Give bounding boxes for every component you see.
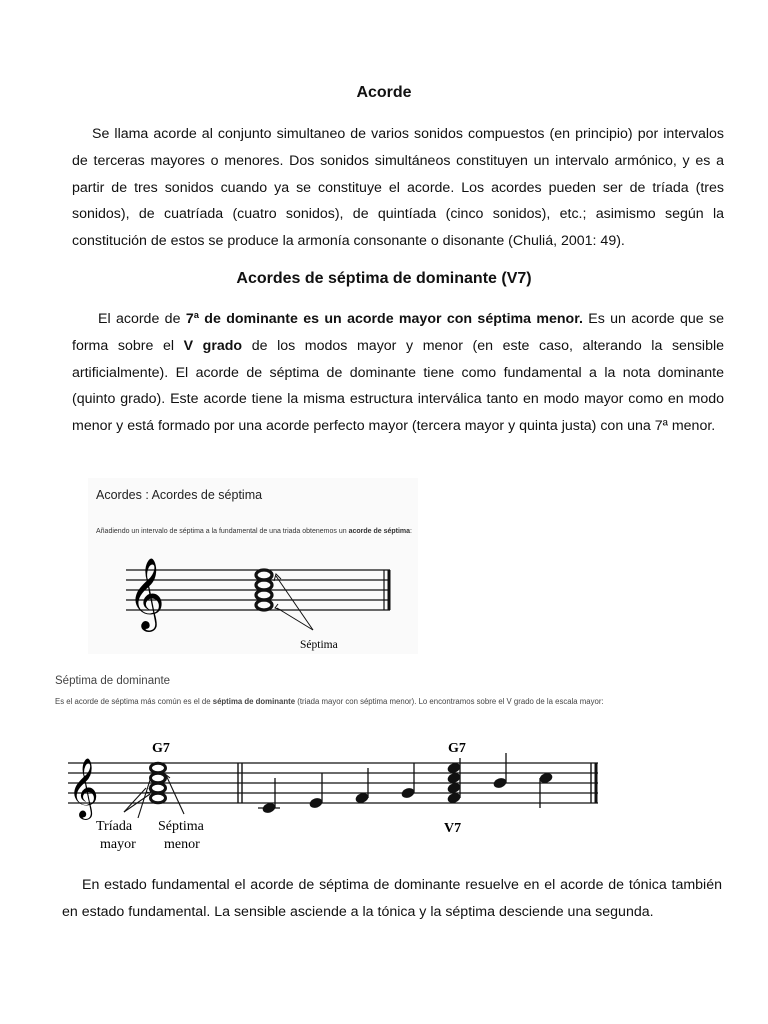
figure2-desc-a: Es el acorde de séptima más común es el de [55,697,213,706]
section-title-v7: Acordes de séptima de dominante (V7) [236,270,532,287]
chord-symbol-2: G7 [448,741,466,756]
treble-clef-icon: 𝄞 [128,560,165,628]
figure2-description [55,696,715,709]
figure1-title: Acordes : Acordes de séptima [96,488,263,502]
chord-symbol-1: G7 [152,741,170,756]
v7-text-c: Es un acorde que se forma sobre el [72,311,724,354]
seventh-chord-notes [256,570,272,610]
section-title-acorde: Acorde [356,84,412,101]
staff2-lines [68,763,598,803]
chord-notes-2 [446,758,461,805]
figure1-desc-bold: acorde de séptima [348,528,411,535]
figure2-title: Séptima de dominante [55,675,171,687]
v7-paragraph [72,306,724,440]
treble-clef-icon-2: 𝄞 [68,760,99,817]
figure1-label: Séptima [300,639,338,651]
v7-text-e: de los modos mayor y menor (en este caso, alterando la sensible artificialmente). El acorde de séptima de dominante tiene como fundamental a la nota dominante (quinto grado). Este acorde tiene la misma estructura interválica tanto en modo mayor como en modo menor y está formado por una acorde perfecto mayor (tercera mayor y quinta justa) con una 7ª menor. [72,337,725,435]
v7-text-a: El acorde de [98,311,186,327]
figure1-desc-a: Añadiendo un intervalo de séptima a la fundamental de una triada obtenemos un [96,528,349,535]
v7-text-bold-2: V grado [183,337,243,354]
closing-paragraph-text: En estado fundamental el acorde de séptima de dominante resuelve en el acorde de tónica también en estado fundamental. La sensible asciende a la tónica y la séptima desciende una segunda. [62,877,722,920]
closing-paragraph [62,872,722,926]
chord-notes-1 [151,763,166,803]
arrow-icon [274,574,313,630]
figure-dominant-seventh [58,730,618,860]
acorde-paragraph [72,121,724,255]
figure1-desc-c: : [410,528,412,535]
figure2-desc-c: (triada mayor con séptima menor). Lo encontramos sobre el V grado de la escala mayor: [295,697,604,706]
figure2-staff [58,730,618,860]
label-seventh-2: menor [164,837,200,852]
figure2-desc-bold: séptima de dominante [212,697,296,706]
roman-numeral: V7 [444,821,462,836]
acorde-paragraph-text: Se llama acorde al conjunto simultaneo de varios sonidos compuestos (en principio) por intervalos de terceras mayores o menores. Dos sonidos simultáneos constituyen un intervalo armónico, y es a partir de tres sonidos cuando ya se constituye el acorde. Los acordes pueden ser de tríada (tres sonidos), de cuatríada (cuatro sonidos), de quintíada (cinco sonidos), etc.; asimismo según la constitución de estos se produce la armonía consonante o disonante (Chuliá, 2001: 49). [72,126,724,250]
label-triad-1: Tríada [96,819,133,834]
label-triad-2: mayor [100,837,136,852]
label-seventh-1: Séptima [158,819,204,834]
figure-seventh-chord [88,478,418,654]
v7-text-bold-1: 7ª de dominante es un acorde mayor con séptima menor. [185,311,583,327]
figure1-staff [88,478,418,654]
